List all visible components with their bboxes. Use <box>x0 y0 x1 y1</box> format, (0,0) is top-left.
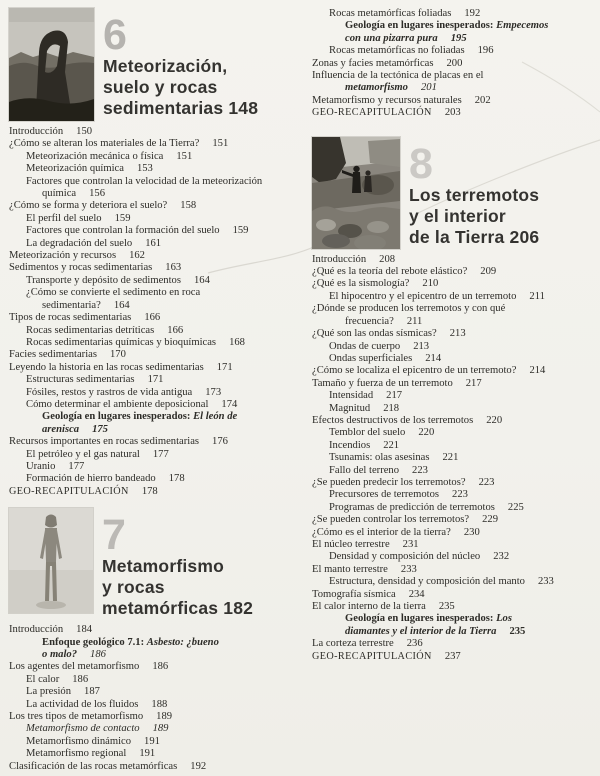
toc-entry-page: 166 <box>167 324 184 336</box>
toc-entry <box>312 502 594 514</box>
toc-entry-text: ¿Cómo se convierte el sedimento en roca <box>26 287 201 299</box>
toc-entry-text: Tomografía sísmica <box>312 588 396 600</box>
toc-entry-page: 233 <box>400 563 417 575</box>
toc-entry-page: 153 <box>136 163 153 175</box>
chapter-title-line: de la Tierra <box>409 226 505 247</box>
toc-entry-text: Facies sedimentarias <box>9 349 97 361</box>
toc-entry-text: La presión <box>26 686 72 698</box>
toc-entry-text: El petróleo y el gas natural <box>26 448 140 460</box>
toc-entry <box>9 287 301 299</box>
toc-entry-text: Geología en lugares inesperados: <box>345 20 497 32</box>
toc-entry <box>9 163 301 175</box>
toc-entry-page: 189 <box>156 711 173 723</box>
toc-entry-text: GEO-RECAPITULACIÓN <box>312 107 432 119</box>
toc-entry-page: 232 <box>493 551 510 563</box>
toc-entry <box>312 489 594 501</box>
right-column <box>312 8 594 663</box>
toc-entry-page: 186 <box>72 673 89 685</box>
toc-entry-text: sedimentaria? <box>42 299 101 311</box>
toc-entry-text: ¿Qué son las ondas sísmicas? <box>312 328 437 340</box>
toc-entry-text: Formación de hierro bandeado <box>26 473 156 485</box>
toc-entry-page: 217 <box>386 390 403 402</box>
toc-entry-text: El león de <box>193 411 238 423</box>
chapter-6-title <box>103 56 301 119</box>
toc-entry-page: 159 <box>114 212 131 224</box>
toc-entry-text: química <box>42 188 77 200</box>
toc-entry <box>312 452 594 464</box>
toc-entry-page: 174 <box>221 398 238 410</box>
toc-entry-text: diamantes y el interior de la Tierra <box>345 625 497 637</box>
toc-entry <box>312 378 594 390</box>
toc-entry <box>312 638 594 650</box>
toc-entry <box>9 200 301 212</box>
toc-entry-text: Rocas sedimentarias químicas y bioquímicas <box>26 336 217 348</box>
toc-entry-text: Clasificación de las rocas metamórficas <box>9 760 178 772</box>
toc-entry <box>9 461 301 473</box>
toc-entry-page: 202 <box>474 94 491 106</box>
toc-entry <box>9 436 301 448</box>
chapter-6-toc <box>9 126 301 498</box>
toc-entry-text: ¿Cómo se forma y deteriora el suelo? <box>9 200 168 212</box>
toc-entry <box>312 8 594 20</box>
chapter-7-title <box>102 556 301 619</box>
toc-entry-text: Cómo determinar el ambiente deposicional <box>26 398 209 410</box>
toc-entry <box>9 325 301 337</box>
chapter-title-line: sedimentarias <box>103 98 224 118</box>
toc-entry-page: 151 <box>176 150 193 162</box>
toc-entry <box>312 291 594 303</box>
toc-entry <box>312 58 594 70</box>
toc-entry <box>9 449 301 461</box>
toc-entry <box>9 723 301 735</box>
toc-entry-page: 171 <box>147 374 164 386</box>
toc-entry-page: 209 <box>480 266 497 278</box>
toc-entry-text: Metamorfismo y recursos naturales <box>312 94 462 106</box>
toc-entry-text: arenisca <box>42 423 80 435</box>
toc-entry-text: Ondas superficiales <box>329 352 413 364</box>
toc-entry-page: 203 <box>444 107 461 119</box>
chapter-title-line: y el interior <box>409 205 506 226</box>
toc-entry-page: 178 <box>141 485 158 497</box>
toc-entry-text: ¿Cómo es el interior de la tierra? <box>312 526 451 538</box>
toc-entry-page: 168 <box>229 336 245 348</box>
toc-entry-page: 188 <box>151 698 168 710</box>
toc-entry-page: 161 <box>145 237 162 249</box>
toc-entry-page: 214 <box>529 365 546 377</box>
toc-entry <box>312 266 594 278</box>
toc-entry-page: 176 <box>212 436 228 448</box>
statue-photo <box>9 508 93 613</box>
toc-entry-text: Meteorización y recursos <box>9 250 117 262</box>
toc-entry-text: El calor <box>26 673 60 685</box>
toc-entry <box>9 151 301 163</box>
chapter-8-header <box>312 137 594 249</box>
toc-entry-page: 150 <box>76 126 93 137</box>
toc-entry-text: GEO-RECAPITULACIÓN <box>312 650 432 662</box>
toc-entry <box>312 390 594 402</box>
chapter-7-header <box>9 508 301 619</box>
toc-entry-text: Factores que controlan la velocidad de la meteorización <box>26 175 263 187</box>
toc-entry-page: 236 <box>406 638 423 650</box>
toc-entry-page: 162 <box>129 250 145 262</box>
toc-entry-text: Los agentes del metamorfismo <box>9 661 140 673</box>
toc-entry-page: 213 <box>413 340 430 352</box>
toc-entry <box>9 761 301 773</box>
toc-entry-text: GEO-RECAPITULACIÓN <box>9 485 129 497</box>
toc-entry-text: Los tres tipos de metamorfismo <box>9 711 144 723</box>
toc-entry <box>9 138 301 150</box>
chapter-8-title <box>409 185 594 248</box>
toc-entry-text: Rocas sedimentarias detríticas <box>26 324 155 336</box>
toc-entry-text: El manto terrestre <box>312 563 388 575</box>
chapter-7-number: 7 <box>102 511 126 560</box>
toc-entry-text: ¿Se pueden predecir los terremotos? <box>312 476 466 488</box>
toc-entry-text: ¿Se pueden controlar los terremotos? <box>312 514 470 526</box>
toc-entry <box>9 262 301 274</box>
toc-entry-page: 192 <box>190 760 207 772</box>
toc-entry-page: 195 <box>450 32 467 44</box>
toc-entry-text: ¿Dónde se producen los terremotos y con qué <box>312 303 506 315</box>
toc-entry-text: Tipos de rocas sedimentarias <box>9 312 132 324</box>
toc-entry-text: La corteza terrestre <box>312 638 394 650</box>
chapter-title-line: metamórficas <box>102 598 219 619</box>
toc-entry-page: 184 <box>76 624 93 636</box>
toc-entry <box>312 278 594 290</box>
toc-entry <box>9 699 301 711</box>
toc-entry-text: Intensidad <box>329 390 374 402</box>
toc-entry <box>312 33 594 45</box>
toc-entry-page: 173 <box>205 386 222 398</box>
toc-entry-page: 229 <box>482 514 498 526</box>
toc-entry-page: 210 <box>422 278 439 290</box>
toc-entry <box>9 126 301 138</box>
toc-entry <box>9 225 301 237</box>
earthquake-rubble-photo <box>312 137 400 249</box>
toc-entry-page: 220 <box>418 427 435 439</box>
chapter-start-page: 206 <box>509 226 540 247</box>
toc-entry-text: Introducción <box>312 253 367 265</box>
toc-entry <box>312 626 594 638</box>
chapter-6-section <box>9 8 301 498</box>
toc-entry-page: 151 <box>212 138 229 150</box>
chapter-7-toc <box>9 624 301 773</box>
toc-entry-page: 178 <box>168 473 185 485</box>
toc-entry <box>9 349 301 361</box>
toc-entry-text: Leyendo la historia en las rocas sedimentarias <box>9 361 204 373</box>
toc-entry-page: 164 <box>113 299 130 311</box>
toc-entry-text: Zonas y facies metamórficas <box>312 57 434 69</box>
chapter-8-toc <box>312 254 594 663</box>
toc-entry-text: ¿Cómo se localiza el epicentro de un terremoto? <box>312 365 517 377</box>
chapter-title-line: suelo y rocas <box>103 77 218 97</box>
toc-entry <box>312 651 594 663</box>
toc-entry <box>9 176 301 188</box>
toc-entry <box>312 341 594 353</box>
toc-entry-page: 235 <box>438 601 455 613</box>
toc-entry-page: 223 <box>412 464 428 476</box>
toc-entry-text: Incendios <box>329 439 371 451</box>
toc-entry-page: 234 <box>408 588 425 600</box>
toc-entry <box>9 213 301 225</box>
toc-entry-page: 223 <box>452 489 468 501</box>
toc-entry <box>9 674 301 686</box>
toc-entry <box>9 387 301 399</box>
toc-entry-text: Asbesto: ¿bueno <box>146 636 219 648</box>
left-column <box>9 8 301 773</box>
toc-entry <box>9 637 301 649</box>
toc-entry <box>312 527 594 539</box>
toc-entry-page: 164 <box>193 274 210 286</box>
toc-entry <box>312 95 594 107</box>
toc-entry <box>9 486 301 498</box>
toc-entry <box>312 440 594 452</box>
toc-entry <box>312 427 594 439</box>
toc-entry-text: Introducción <box>9 126 64 137</box>
toc-entry-page: 177 <box>68 460 85 472</box>
toc-entry-page: 213 <box>449 328 466 340</box>
toc-entry <box>9 736 301 748</box>
toc-entry-text: Precursores de terremotos <box>329 489 440 501</box>
toc-entry-page: 170 <box>109 349 126 361</box>
toc-entry-text: Metamorfismo dinámico <box>26 735 132 747</box>
toc-entry <box>312 316 594 328</box>
toc-entry-page: 196 <box>477 45 494 57</box>
toc-entry-text: Rocas metamórficas foliadas <box>329 8 452 19</box>
chapter-title-line: Meteorización, <box>103 56 228 76</box>
toc-entry-text: metamorfismo <box>345 82 408 94</box>
toc-entry-page: 211 <box>406 315 423 327</box>
toc-entry-page: 214 <box>425 352 442 364</box>
toc-entry <box>312 353 594 365</box>
toc-entry <box>312 477 594 489</box>
toc-entry <box>312 514 594 526</box>
toc-entry <box>312 465 594 477</box>
toc-entry-page: 200 <box>446 57 463 69</box>
toc-entry-page: 166 <box>144 312 161 324</box>
toc-entry <box>312 613 594 625</box>
toc-entry-page: 192 <box>464 8 481 19</box>
toc-entry-text: El calor interno de la tierra <box>312 601 426 613</box>
toc-entry-text: El perfil del suelo <box>26 212 102 224</box>
toc-entry-page: 189 <box>152 723 169 735</box>
toc-entry-text: Geología en lugares inesperados: <box>345 613 497 625</box>
toc-entry <box>9 275 301 287</box>
toc-entry-text: Influencia de la tectónica de placas en el <box>312 70 484 82</box>
toc-entry <box>9 362 301 374</box>
toc-entry-page: 218 <box>383 402 400 414</box>
toc-entry <box>9 300 301 312</box>
toc-entry-page: 220 <box>486 414 503 426</box>
toc-entry <box>312 601 594 613</box>
toc-entry-text: Ondas de cuerpo <box>329 340 401 352</box>
toc-entry-page: 191 <box>139 748 156 760</box>
toc-entry-text: Recursos importantes en rocas sedimentarias <box>9 436 200 448</box>
toc-entry-text: ¿Qué es la sismología? <box>312 278 410 290</box>
toc-entry <box>9 711 301 723</box>
toc-entry-page: 233 <box>537 576 554 588</box>
chapter-6-header <box>9 8 301 121</box>
toc-entry-page: 211 <box>529 290 545 302</box>
toc-entry-text: Densidad y composición del núcleo <box>329 551 481 563</box>
toc-entry-page: 225 <box>507 501 524 513</box>
toc-entry <box>9 312 301 324</box>
toc-entry-text: Factores que controlan la formación del suelo <box>26 225 220 237</box>
toc-entry <box>312 107 594 119</box>
toc-entry-text: Estructura, densidad y composición del manto <box>329 576 525 588</box>
chapter-start-page: 148 <box>228 98 259 118</box>
chapter-8-number: 8 <box>409 139 433 188</box>
toc-entry <box>9 374 301 386</box>
toc-entry-text: El hipocentro y el epicentro de un terremoto <box>329 290 517 302</box>
toc-entry <box>9 399 301 411</box>
toc-entry-page: 171 <box>216 361 233 373</box>
toc-entry-text: El núcleo terrestre <box>312 539 390 550</box>
toc-entry <box>312 564 594 576</box>
toc-entry <box>9 748 301 760</box>
chapter-title-line: Metamorfismo <box>102 556 225 577</box>
toc-entry <box>312 70 594 82</box>
toc-entry-text: Meteorización química <box>26 163 124 175</box>
toc-entry-text: Enfoque geológico 7.1: <box>42 636 147 648</box>
toc-entry <box>312 589 594 601</box>
toc-entry-page: 158 <box>180 200 197 212</box>
toc-entry-text: Meteorización mecánica o física <box>26 150 164 162</box>
toc-entry-text: ¿Cómo se alteran los materiales de la Tierra? <box>9 138 200 150</box>
toc-entry-page: 159 <box>232 225 249 237</box>
toc-entry-text: Metamorfismo de contacto <box>26 723 140 735</box>
toc-entry-text: La actividad de los fluidos <box>26 698 139 710</box>
toc-entry-page: 156 <box>89 188 106 200</box>
toc-entry <box>312 415 594 427</box>
toc-entry-text: Programas de predicción de terremotos <box>329 501 495 513</box>
toc-entry-text: con una pizarra pura <box>345 32 438 44</box>
toc-entry-text: Temblor del suelo <box>329 427 406 439</box>
chapter-title-line: y rocas <box>102 577 165 598</box>
toc-entry-page: 231 <box>402 539 419 550</box>
toc-entry-text: Magnitud <box>329 402 371 414</box>
toc-entry-page: 201 <box>420 82 437 94</box>
toc-entry <box>9 624 301 636</box>
toc-entry-text: Fósiles, restos y rastros de vida antigua <box>26 386 193 398</box>
toc-entry <box>9 424 301 436</box>
toc-entry-text: Estructuras sedimentarias <box>26 374 135 386</box>
chapter-6-number: 6 <box>103 11 127 59</box>
toc-entry-text: Rocas metamórficas no foliadas <box>329 45 465 57</box>
toc-entry-page: 186 <box>90 649 106 660</box>
toc-entry-page: 221 <box>442 452 459 464</box>
toc-entry <box>312 303 594 315</box>
toc-entry-text: Geología en lugares inesperados: <box>42 411 194 423</box>
toc-entry-text: Empecemos <box>496 20 549 32</box>
toc-entry-text: Sedimentos y rocas sedimentarias <box>9 262 153 274</box>
toc-entry <box>9 188 301 200</box>
toc-entry-text: La degradación del suelo <box>26 237 133 249</box>
toc-entry-text: Efectos destructivos de los terremotos <box>312 414 474 426</box>
toc-entry <box>312 328 594 340</box>
toc-entry <box>312 82 594 94</box>
toc-entry-page: 177 <box>152 448 169 460</box>
toc-entry <box>9 686 301 698</box>
toc-entry-page: 175 <box>92 423 108 435</box>
toc-entry-text: frecuencia? <box>345 315 394 327</box>
toc-entry <box>312 254 594 266</box>
toc-entry-page: 217 <box>465 377 482 389</box>
toc-entry-page: 187 <box>84 686 100 698</box>
toc-entry <box>9 661 301 673</box>
toc-entry <box>9 337 301 349</box>
toc-entry-text: Los <box>496 613 512 625</box>
toc-entry <box>312 20 594 32</box>
toc-entry <box>9 473 301 485</box>
toc-entry <box>9 411 301 423</box>
toc-entry-text: ¿Qué es la teoría del rebote elástico? <box>312 266 468 278</box>
chapter-8-section <box>312 137 594 663</box>
toc-entry <box>312 551 594 563</box>
toc-entry <box>9 238 301 250</box>
toc-entry-text: o malo? <box>42 649 78 660</box>
toc-entry-page: 163 <box>165 262 182 274</box>
toc-entry-text: Tamaño y fuerza de un terremoto <box>312 377 453 389</box>
toc-entry <box>312 576 594 588</box>
toc-entry-page: 223 <box>478 476 495 488</box>
toc-entry <box>9 649 301 661</box>
rock-arch-photo <box>9 8 94 121</box>
chapter-title-line: Los terremotos <box>409 184 540 205</box>
chapter-start-page: 182 <box>223 598 254 619</box>
toc-entry-text: Transporte y depósito de sedimentos <box>26 274 181 286</box>
toc-entry-text: Metamorfismo regional <box>26 748 127 760</box>
toc-entry-page: 230 <box>463 526 480 538</box>
toc-entry <box>312 365 594 377</box>
toc-entry-text: Fallo del terreno <box>329 464 400 476</box>
toc-entry-text: Uranio <box>26 460 56 472</box>
toc-entry-page: 235 <box>509 625 526 637</box>
toc-entry <box>312 45 594 57</box>
toc-entry <box>312 539 594 551</box>
toc-entry-page: 208 <box>379 253 396 265</box>
toc-entry-page: 221 <box>383 439 400 451</box>
toc-entry-page: 186 <box>152 661 169 673</box>
chapter-7-section <box>9 508 301 773</box>
toc-entry-text: Introducción <box>9 624 64 636</box>
toc-entry-text: Tsunamis: olas asesinas <box>329 452 430 464</box>
toc-entry <box>312 403 594 415</box>
chapter-7-toc-continued <box>312 8 594 120</box>
toc-entry-page: 191 <box>144 735 160 747</box>
toc-entry-page: 237 <box>444 650 461 662</box>
toc-entry <box>9 250 301 262</box>
